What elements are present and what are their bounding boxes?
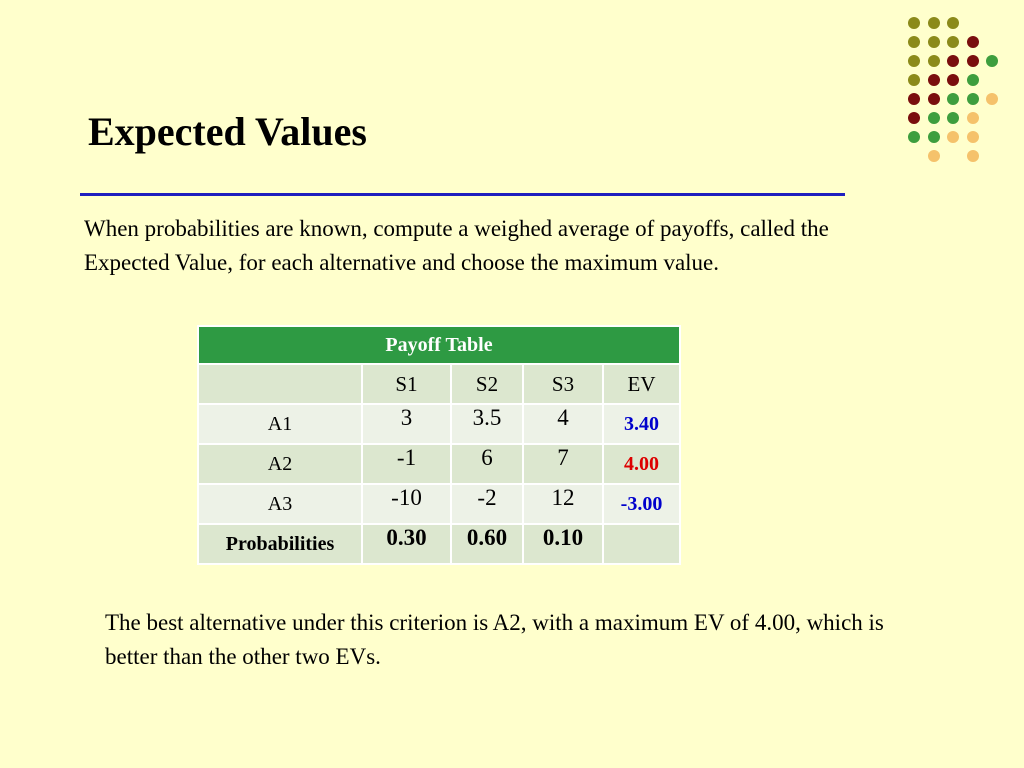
column-header-blank — [198, 364, 362, 404]
decorative-dot — [967, 55, 979, 67]
ev-value: 4.00 — [603, 444, 680, 484]
decorative-dot — [928, 93, 940, 105]
row-label: A3 — [198, 484, 362, 524]
column-header-s3: S3 — [523, 364, 603, 404]
decorative-dot — [967, 131, 979, 143]
row-label: A2 — [198, 444, 362, 484]
cell-value: -2 — [451, 484, 523, 524]
cell-value: -10 — [362, 484, 451, 524]
decorative-dot — [928, 150, 940, 162]
decorative-dot — [928, 17, 940, 29]
decorative-dot — [928, 55, 940, 67]
cell-value: -1 — [362, 444, 451, 484]
row-label: A1 — [198, 404, 362, 444]
intro-text: When probabilities are known, compute a weighed average of payoffs, called the Expected Value, for each alternative and choose the maximum value. — [84, 216, 829, 275]
probability-value: 0.10 — [523, 524, 603, 564]
cell-value: 3.5 — [451, 404, 523, 444]
probability-value: 0.60 — [451, 524, 523, 564]
decorative-dot — [908, 112, 920, 124]
table-row-a3 — [198, 484, 680, 524]
title-underline — [80, 193, 845, 196]
column-header-ev: EV — [603, 364, 680, 404]
column-header-row — [198, 364, 680, 404]
decorative-dot — [947, 55, 959, 67]
decorative-dot — [947, 93, 959, 105]
payoff-table — [197, 325, 681, 565]
ev-value: -3.00 — [603, 484, 680, 524]
decorative-dot — [986, 55, 998, 67]
table-row-probabilities — [198, 524, 680, 564]
decorative-dot — [908, 131, 920, 143]
cell-value: 6 — [451, 444, 523, 484]
decorative-dot — [967, 112, 979, 124]
table-title: Payoff Table — [198, 326, 680, 364]
cell-value: 7 — [523, 444, 603, 484]
cell-value: 12 — [523, 484, 603, 524]
decorative-dot — [908, 93, 920, 105]
decorative-dot — [947, 36, 959, 48]
decorative-dot — [967, 74, 979, 86]
table-row-a2 — [198, 444, 680, 484]
column-header-s2: S2 — [451, 364, 523, 404]
decorative-dot — [967, 150, 979, 162]
decorative-dot — [928, 131, 940, 143]
ev-value: 3.40 — [603, 404, 680, 444]
decorative-dot — [986, 93, 998, 105]
probabilities-label: Probabilities — [198, 524, 362, 564]
decorative-dot — [947, 17, 959, 29]
decorative-dot-grid-icon — [905, 12, 1015, 167]
decorative-dot — [947, 131, 959, 143]
decorative-dot — [908, 17, 920, 29]
decorative-dot — [908, 74, 920, 86]
decorative-dot — [947, 74, 959, 86]
table-row-a1 — [198, 404, 680, 444]
slide-title: Expected Values — [88, 109, 367, 154]
decorative-dot — [908, 55, 920, 67]
probability-ev-blank — [603, 524, 680, 564]
conclusion-text: The best alternative under this criterion is A2, with a maximum EV of 4.00, which is better than the other two EVs. — [105, 610, 884, 669]
decorative-dot — [928, 112, 940, 124]
cell-value: 3 — [362, 404, 451, 444]
decorative-dot — [967, 36, 979, 48]
table-header-row — [198, 326, 680, 364]
probability-value: 0.30 — [362, 524, 451, 564]
decorative-dot — [928, 74, 940, 86]
column-header-s1: S1 — [362, 364, 451, 404]
cell-value: 4 — [523, 404, 603, 444]
decorative-dot — [947, 112, 959, 124]
decorative-dot — [967, 93, 979, 105]
decorative-dot — [908, 36, 920, 48]
decorative-dot — [928, 36, 940, 48]
